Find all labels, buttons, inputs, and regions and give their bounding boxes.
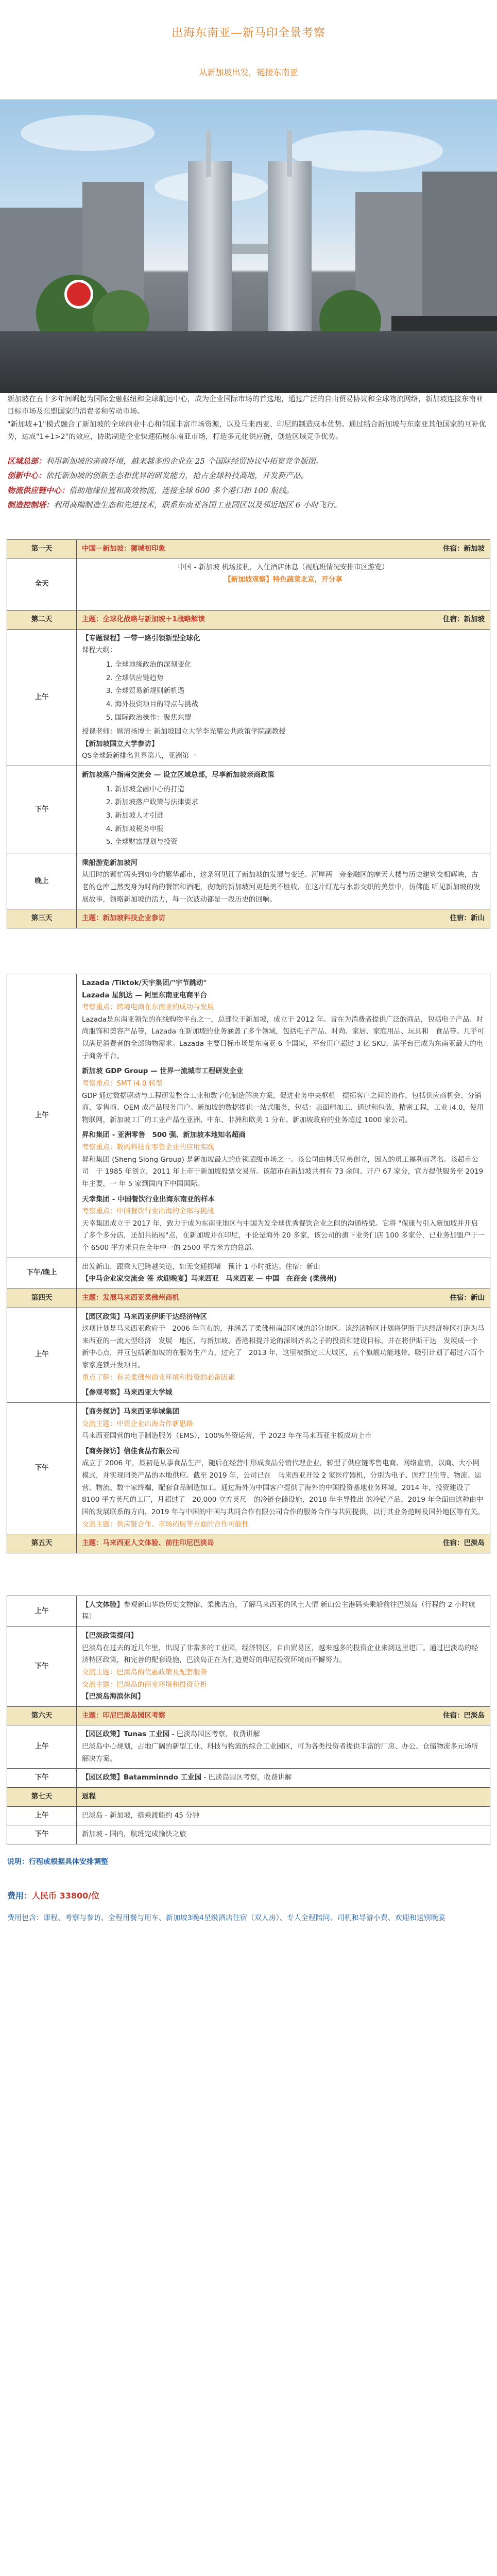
- page-subtitle: 从新加坡出发，链接东南亚: [199, 67, 298, 77]
- schedule-table-1: [7, 539, 490, 928]
- day-row: 第三天 主题：新加坡科技企业参访 住宿：新山: [7, 909, 490, 928]
- day-row: 第七天 返程: [7, 1787, 490, 1806]
- table-row: 上午 【园区政策】Tunas 工业园 - 巴淡岛园区考察，收费讲解 巴淡岛中心规划，占地广阔的新型工业、科技与物流的综合工业园区，可为各类投资者提供丰富的厂房、办公、仓储物流多元场所解决方案。: [7, 1725, 490, 1769]
- table-row: 上午 【园区政策】马来西亚伊斯干达经济特区 这项计划是马来西亚政府于 2006 年宣布的，并涵盖了柔佛州南部区域的部分地区。该经济特区计划将伊斯干达经济特区打造为马来西亚的一流大型经济 发展 地区，与新加坡、香港相提并论的深圳齐名之子的投资和建设目标，并在将伊斯干达 发展成一个新中心点，并互包括新加坡的在服务生产力，过完了 2013 年，这里被指定三大城区，五个旗舰功能地带，吸引计划了超过六百个家家连锁开发项目。 重点了解：有关柔佛州商业环境和投资的必备因素 【参观考察】马来西亚大学城: [7, 1308, 490, 1402]
- table-row: 下午 【巴淡政策提问】 巴淡岛在过去的近几年里，出现了非常多的工业园，经济特区，自由贸易区，越来越多的投资企业来到这里建厂。通过巴淡岛的经济特区政策，和完善的配套设施，巴淡岛正在为打造更好的印尼投资环境而不懈努力。 交流主题：巴淡岛的优惠政策及配套服务 交流主题：巴淡岛的商业环境和投资分析 【巴淡岛海滨休闲】: [7, 1627, 490, 1707]
- schedule-table-3: [7, 1596, 490, 1844]
- day-row: 第一天 中国－新加坡：狮城初印象 住宿：新加坡: [7, 539, 490, 558]
- fee-includes: 费用包含：课程、考察与参访、全程用餐与用车、新加坡3晚4星级酒店住宿（双人房）、专人全程陪同、司机和导游小费、欢迎和送别晚宴: [7, 1914, 445, 1923]
- feature-item: 创新中心：依托新加坡的创新生态和优异的研发能力，抢占全球科技高地，开发新产品。: [7, 471, 309, 480]
- page-title: 出海东南亚—新马印全景考察: [171, 27, 325, 40]
- table-row: 上午 【人文体验】参观新山华族历史文物馆、柔佛古庙，了解马来西亚的风土人情 新山公主港码头乘船前往巴淡岛（行程约 2 小时航程）: [7, 1596, 490, 1626]
- intro-paragraph-1: 新加坡在五十多年间崛起为国际金融枢纽和全球航运中心，成为企业国际市场的首选地，通过广泛的自由贸易协议和全球物流网络，新加坡连接东南亚目标市场及东盟国家的消费者和劳动市场。: [7, 395, 483, 416]
- schedule-note: 说明：行程或根据具体安排调整: [7, 1857, 108, 1866]
- table-row: 上午 巴淡岛 - 新加坡，搭乘渡船约 45 分钟: [7, 1806, 490, 1825]
- feature-item: 物流供应链中心：借助地缘位置和高效物流，连接全球 600 多个港口和 100 航线。: [7, 485, 294, 495]
- table-row: 晚上 乘船游览新加坡河 从旧时的繁忙码头到如今的繁华都市，这条河见证了新加坡的发展与变迁。河岸两 旁金融区的摩天大楼与历史建筑交相辉映，古老的仓库已然变身为时尚的餐馆和酒吧，夜晚的新加坡河更是美不胜收，在这片灯光与水影交织的美景中，仿佛能 听见新加坡的发展故事，领略新加坡的活力，每一次波动都是一段历史的回响。: [7, 854, 490, 909]
- table-row: 下午/晚上 出发新山，跟乘大巴跨越关道，如无交通拥堵 预计 1 小时抵达。住宿：新山 【中马企业家交流会 签 欢迎晚宴】马来西亚 马来西亚 — 中国 在商会 (柔佛州): [7, 1258, 490, 1289]
- feature-item: 制造控制塔：利用高端制造生态和先进技术，联系东南亚各国工业园区以及邻近地区 6 小时飞行。: [7, 500, 342, 510]
- table-row: 全天 中国 - 新加坡 机场接机，入住酒店休息（视航班情况安排市区游览） 【新加坡观察】特色蔬菜北京，开分享: [7, 558, 490, 611]
- feature-list: [0, 454, 497, 513]
- price-line: 费用：人民币 33800/位: [7, 1891, 100, 1901]
- feature-item: 区域总部：利用新加坡的亲商环境，越来越多的企业在 25 个国际经贸协议中拓宽竞争版图。: [7, 456, 323, 466]
- table-row: 上午 【专题课程】一带一路引领新型全球化 课程大纲： 1. 全球地缘政治的深刻变化 2. 全球供应链趋势 3. 全球贸易新规则新机遇 4. 海外投资项目的特点与挑战 5. 国际政治操作：聚焦东盟 授课老师：顾清扬博士 新加坡国立大学李光耀公共政策学院副教授 【新加坡国立大学参访】 QS全球最新排名世界第八，亚洲第一: [7, 629, 490, 766]
- table-row: 上午 Lazada /Tiktok/天宇集团/"宇节跳动" Lazada 星凯达 — 阿里东南亚电商平台 考察重点：跨境电商在东南亚的成功与发展 Lazada是东南亚领先的在线购物平台之一，总部位于新加坡，成立于 2012 年。旨在为消费者提供广泛的商品，包括电子产品、时尚服饰和美容产品等，Lazada 在新加坡的业务涵盖了多个领域，包括电子产品、时尚、家居、家庭用品、玩具和 食品等。几乎可以满足消费者的全部购物需求。Lazada 主要目标市场是东南亚 6 个国家，平台用户超过 3 亿 SKU，满平台已成为东南亚最大的电子商务平台。 新加坡 GDP Group — 世界一流城市工程研发企业 考察重点：SMT i4.0 转型 GDP 通过数据驱动与工程研发整合工业和数字化制造解决方案，促进业务中央枢机 提拓客户之间的协作，包括供应商机会、分销商、零售商、OEM 成产品服务用户。新加坡的数据提供一站式服务，包括：表面精加工、通过和包装，精密工程，工业 i4.0，使用物联网，新加坡工厂的工业产品在亚洲、中东、非洲和欧美 1 分布。新加坡政府的业务超过 1000 家公司。 昇和集团 - 亚洲零售 500 强、新加坡本地知名超商 考察重点：数码科技在零售企业的应用实践 昇和集团 (Sheng Siong Group) 是新加坡最大的连锁超级市场之一。该公司由林氏兄弟创立，因入的员工福利而著名。该超市公司 于 1985 年创立，2011 年上市于新加坡股票交易所。该超市在新加坡共拥有 73 余间、开户 67 家分，官方提供服务至 2019 年主要，一 年 5 家到国内下中国国际。 天幸集团 - 中国餐饮行业出海东南亚的样本 考察重点：中国餐饮行业出海的全部与挑战 天幸集团成立于 2017 年，致力于成为东南亚地区与中国为发全球优秀餐饮企业之间的沟通桥梁。它将 "保康与引入新加坡并开启了多个多分店，还加共拓展"点，在新加坡并在印尼，不论是海外 20 多家，该公司的旗下业务门店 100 多家分，已业务加盟户于一个 6500 平方米只在全年中一的 2500 平方米方的总部。: [7, 974, 490, 1258]
- table-row: 下午 【商务探访】马来西亚华城集团 交流主题：中资企业出海合作新思路 马来西亚国营的电子制造服务（EMS），100%外资运营，于 2023 年在马来西亚主板成功上市 【商务探访】信佳食品有限公司 成立于 2006 年，最初是从事食品生产，随后在经营中形成食品分销代理企业，转型了供应链零售电商、网络直销，以商、大小网模式，并实现同类产品的本地供应。截至 2019 年，公司已在 马来西亚开设 2 家医疗器机，分别为电子、医疗卫生等、物流、运营、物流、数十家终端，配套食品制造加工。通过海外为中国客户提供了海外的中国投资基地业务环境，2014 年，投资建设了 8100 平方英尺的工厂，月超过了 20,000 立方英尺 的冷链仓储设施，2018 年主导推出 的冷链产品，2019 年全面由这种由中国的发展联系的方向，2019 年与中国的中国与共同合作有限公司合作的服务合作与共同提供，以行其业务范畴及国外地区等有关。 交流主题：供应链合作、市场拓展等方面的合作可能性: [7, 1402, 490, 1534]
- intro-paragraph-2: "新加坡+1"模式融合了新加坡的全球商业中心和邻国丰富市场资源，以及马来西亚、印尼的制造成本优势。通过结合新加坡与东南亚其他国家的互补优势，达成"1+1>2"的效应，协助制造企业快速拓展东南亚市场，打造多元化供应链，创造区域竞争优势。: [7, 420, 486, 441]
- schedule-table-2: [7, 974, 490, 1553]
- table-row: 下午 新加坡落户指南交流会 — 设立区域总部，尽享新加坡亲商政策 1. 新加坡金融中心的打造 2. 新加坡落户政策与法律要求 3. 新加坡人才引进 4. 新加坡税务申报 5. 全球财富规划与投资: [7, 766, 490, 854]
- day-row: 第二天 主题：全球化战略与新加坡＋1战略解读 住宿：新加坡: [7, 611, 490, 630]
- day-row: 第四天 主题：发展马来西亚柔佛州商机 住宿：新山: [7, 1289, 490, 1308]
- hero-skyline-image: [0, 99, 497, 393]
- day-row: 第六天 主题：印尼巴淡岛园区考察 住宿：巴淡岛: [7, 1706, 490, 1725]
- table-row: 下午 新加坡 - 国内，航班完成愉快之旅: [7, 1825, 490, 1844]
- day-row: 第五天 主题：马来西亚人文体验、前往印尼巴淡岛 住宿：巴淡岛: [7, 1534, 490, 1553]
- table-row: 下午 【园区政策】Batamminndo 工业园 - 巴淡岛园区考察，收费讲解: [7, 1769, 490, 1788]
